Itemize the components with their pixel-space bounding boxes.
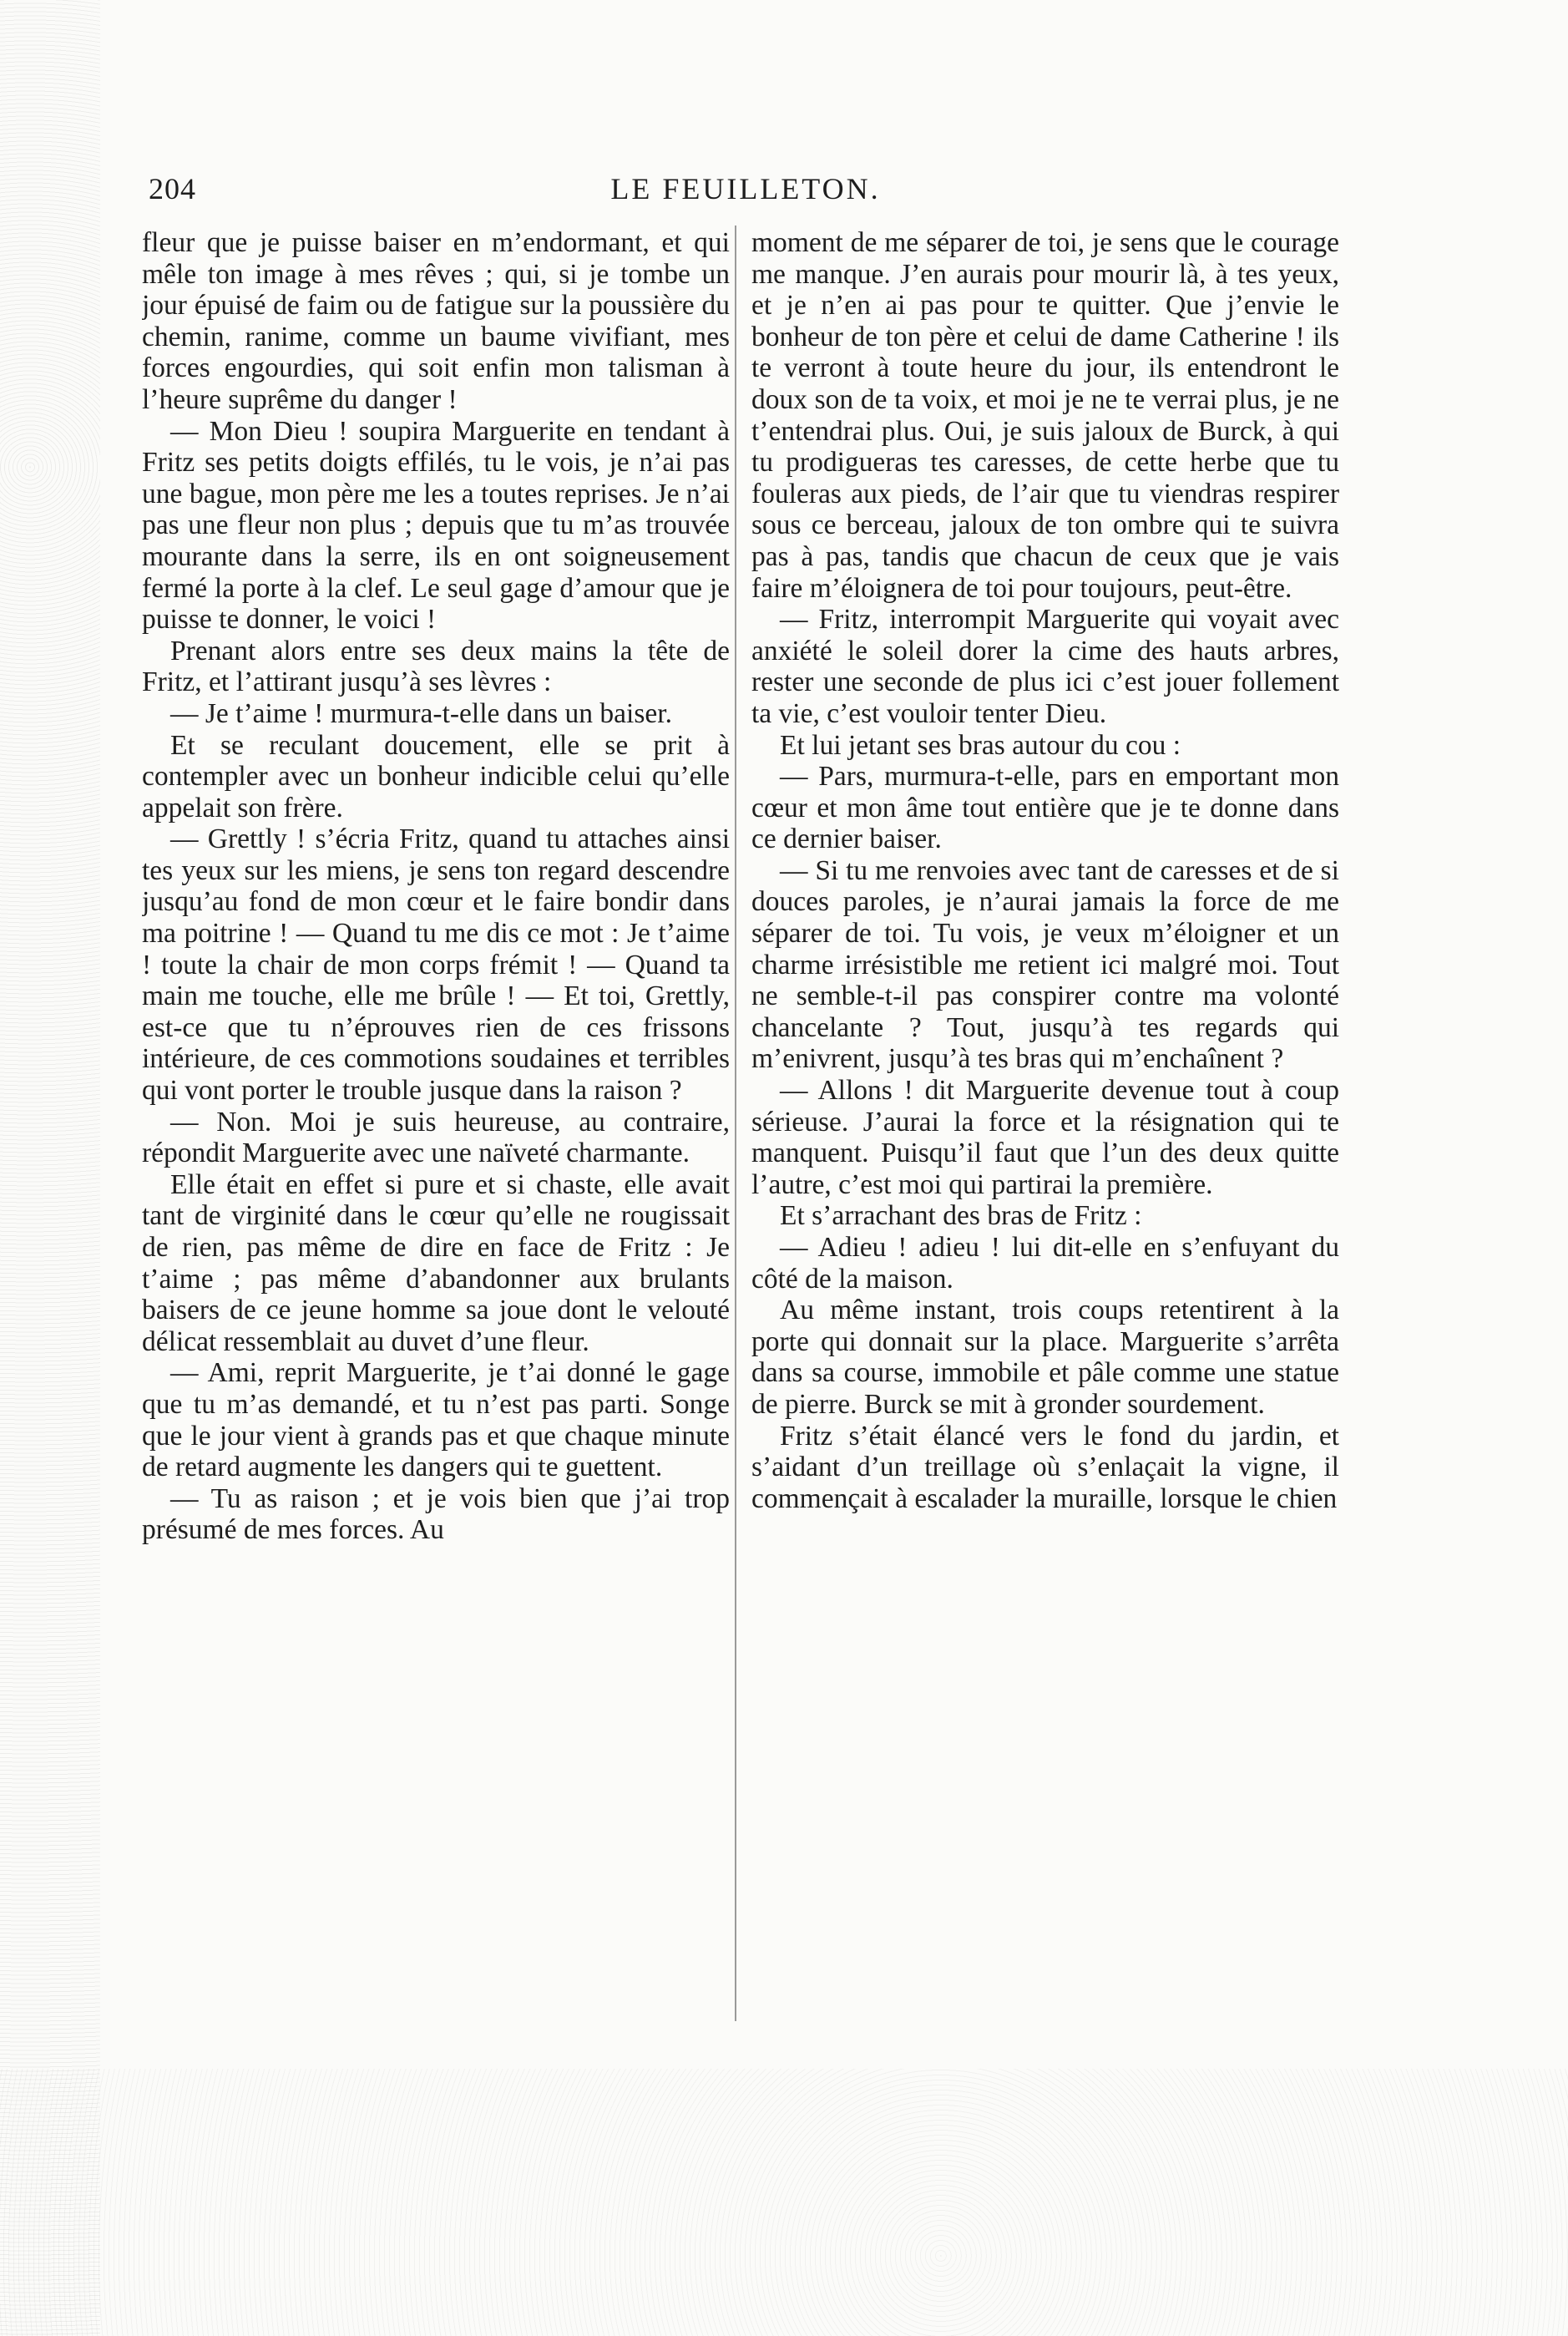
right-column xyxy=(751,227,1339,2023)
paragraph: Fritz s’était élancé vers le fond du jardin, et s’aidant d’un treillage où s’enlaçait la vigne, il commençait à escalader la muraille, lorsque le chien xyxy=(751,1420,1339,1514)
page-number: 204 xyxy=(149,172,196,205)
scan-noise-bottom xyxy=(0,2069,1568,2336)
paragraph: Prenant alors entre ses deux mains la tête de Fritz, et l’attirant jusqu’à ses lèvres : xyxy=(142,635,730,698)
paragraph: Et se reculant doucement, elle se prit à contempler avec un bonheur indicible celui qu’elle appelait son frère. xyxy=(142,729,730,823)
paragraph: Et lui jetant ses bras autour du cou : xyxy=(780,729,1181,761)
paragraph: — Tu as raison ; et je vois bien que j’ai trop présumé de mes forces. Au xyxy=(142,1482,730,1546)
paragraph: moment de me séparer de toi, je sens que le courage me manque. J’en aurais pour mourir là, à tes yeux, et je n’en ai pas pour te quitter. Que j’envie le bonheur de ton père et celui de dame Catherine ! ils te verront à toute heure du jour, ils entendront le doux son de ta voix, et moi je ne te verrai plus, je ne t’entendrai plus. Oui, je suis jaloux de Burck, à qui tu prodigueras tes caresses, de cette herbe que tu fouleras aux pieds, de l’air que tu viendras respirer sous ce berceau, jaloux de ton ombre qui te suivra pas à pas, tandis que chacun de ceux que je vais faire m’éloignera de toi pour toujours, peut-être. xyxy=(751,227,1339,604)
paragraph: — Fritz, interrompit Marguerite qui voyait avec anxiété le soleil dorer la cime des hauts arbres, rester une seconde de plus ici c’est jouer follement ta vie, c’est vouloir tenter Dieu. xyxy=(751,604,1339,729)
left-column xyxy=(142,227,730,2023)
paragraph: — Mon Dieu ! soupira Marguerite en tendant à Fritz ses petits doigts effilés, tu le vois, je n’ai pas une bague, mon père me les a toutes reprises. Je n’ai pas une fleur non plus ; depuis que tu m’as trouvée mourante dans la serre, ils en ont soigneusement fermé la porte à la clef. Le seul gage d’amour que je puisse te donner, le voici ! xyxy=(142,415,730,636)
paragraph: — Allons ! dit Marguerite devenue tout à coup sérieuse. J’aurai la force et la résignation qui te manquent. Puisqu’il faut que l’un des deux quitte l’autre, c’est moi qui partirai la première. xyxy=(751,1075,1339,1200)
paragraph: — Ami, reprit Marguerite, je t’ai donné le gage que tu m’as demandé, et tu n’est pas parti. Songe que le jour vient à grands pas et que chaque minute de retard augmente les dangers qui te guettent. xyxy=(142,1357,730,1483)
paragraph: Au même instant, trois coups retentirent à la porte qui donnait sur la place. Marguerite s’arrêta dans sa course, immobile et pâle comme une statue de pierre. Burck se mit à gronder sourdement. xyxy=(751,1295,1339,1420)
running-title: LE FEUILLETON. xyxy=(610,172,881,205)
page-header xyxy=(149,171,1343,205)
scan-noise-left xyxy=(0,0,100,2336)
column-rule xyxy=(735,225,736,2021)
paragraph: fleur que je puisse baiser en m’endormant, et qui mêle ton image à mes rêves ; qui, si je tombe un jour épuisé de faim ou de fatigue sur la poussière du chemin, ranime, comme un baume vivifiant, mes forces engourdies, qui soit enfin mon talisman à l’heure suprême du danger ! xyxy=(142,227,730,415)
paragraph: Elle était en effet si pure et si chaste, elle avait tant de virginité dans le cœur qu’elle ne rougissait de rien, pas même de dire en face de Fritz : Je t’aime ; pas même d’abandonner aux brulants baisers de ce jeune homme sa joue dont le velouté délicat ressemblait au duvet d’une fleur. xyxy=(142,1168,730,1357)
paragraph: — Non. Moi je suis heureuse, au contraire, répondit Marguerite avec une naïveté charmante. xyxy=(142,1106,730,1169)
paragraph: — Je t’aime ! murmura-t-elle dans un baiser. xyxy=(170,697,672,729)
paragraph: Et s’arrachant des bras de Fritz : xyxy=(780,1200,1142,1232)
paragraph: — Si tu me renvoies avec tant de caresses et de si douces paroles, je n’aurai jamais la force de me séparer de toi. Tu vois, je veux m’éloigner et un charme irrésistible me retient ici malgré moi. Tout ne semble-t-il pas conspirer contre ma volonté chancelante ? Tout, jusqu’à tes regards qui m’enivrent, jusqu’à tes bras qui m’enchaînent ? xyxy=(751,854,1339,1075)
paragraph: — Pars, murmura-t-elle, pars en emportant mon cœur et mon âme tout entière que je te donne dans ce dernier baiser. xyxy=(751,761,1339,855)
paragraph: — Grettly ! s’écria Fritz, quand tu attaches ainsi tes yeux sur les miens, je sens ton regard descendre jusqu’au fond de mon cœur et le faire bondir dans ma poitrine ! — Quand tu me dis ce mot : Je t’aime ! toute la chair de mon corps frémit ! — Quand ta main me touche, elle me brûle ! — Et toi, Grettly, est-ce que tu n’éprouves rien de ces frissons intérieure, de ces commotions soudaines et terribles qui vont porter le trouble jusque dans la raison ? xyxy=(142,823,730,1107)
paragraph: — Adieu ! adieu ! lui dit-elle en s’enfuyant du côté de la maison. xyxy=(751,1232,1339,1295)
